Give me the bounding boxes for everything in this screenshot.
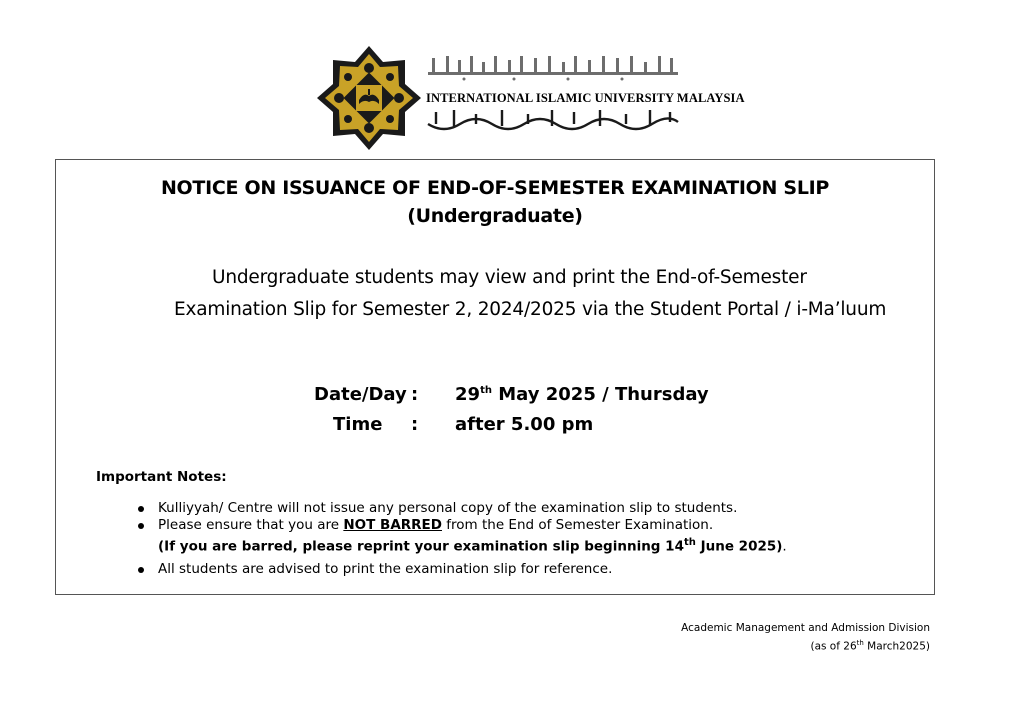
not-barred-emphasis: NOT BARRED — [343, 517, 442, 533]
footer-issuer — [681, 621, 930, 655]
important-notes-list — [138, 500, 787, 578]
footer-division: Academic Management and Admission Division — [681, 622, 930, 634]
time-label: Time — [333, 414, 383, 435]
time-colon: : — [411, 414, 419, 435]
notice-body-line-2: Examination Slip for Semester 2, 2024/2025 via the Student Portal / i-Ma’luum — [174, 299, 887, 320]
note-item-2: Please ensure that you are NOT BARRED from the End of Semester Examination. (If you are barred, please reprint your examination slip beginning 14th June 2025). — [138, 517, 787, 556]
university-arabic-name-graphic — [424, 54, 682, 84]
university-jawi-name-graphic — [424, 108, 682, 138]
date-label: Date/Day — [314, 384, 407, 405]
notice-subtitle: (Undergraduate) — [407, 205, 583, 227]
date-value: 29th May 2025 / Thursday — [455, 384, 709, 405]
iium-emblem-icon — [316, 46, 422, 150]
university-logo — [316, 46, 745, 150]
important-notes-heading: Important Notes: — [96, 469, 227, 485]
footer-date: (as of 26th March2025) — [810, 639, 930, 653]
notice-box — [55, 159, 935, 595]
note-item-1: Kulliyyah/ Centre will not issue any personal copy of the examination slip to students. — [138, 500, 787, 517]
date-colon: : — [411, 384, 419, 405]
notice-body-line-1: Undergraduate students may view and print the End-of-Semester — [212, 267, 807, 288]
note-item-3: All students are advised to print the examination slip for reference. — [138, 561, 787, 578]
notice-title: NOTICE ON ISSUANCE OF END-OF-SEMESTER EXAMINATION SLIP — [160, 177, 830, 199]
university-name: INTERNATIONAL ISLAMIC UNIVERSITY MALAYSIA — [426, 91, 745, 105]
time-value: after 5.00 pm — [455, 414, 594, 435]
barred-instruction: (If you are barred, please reprint your examination slip beginning 14th June 2025). — [158, 537, 787, 555]
